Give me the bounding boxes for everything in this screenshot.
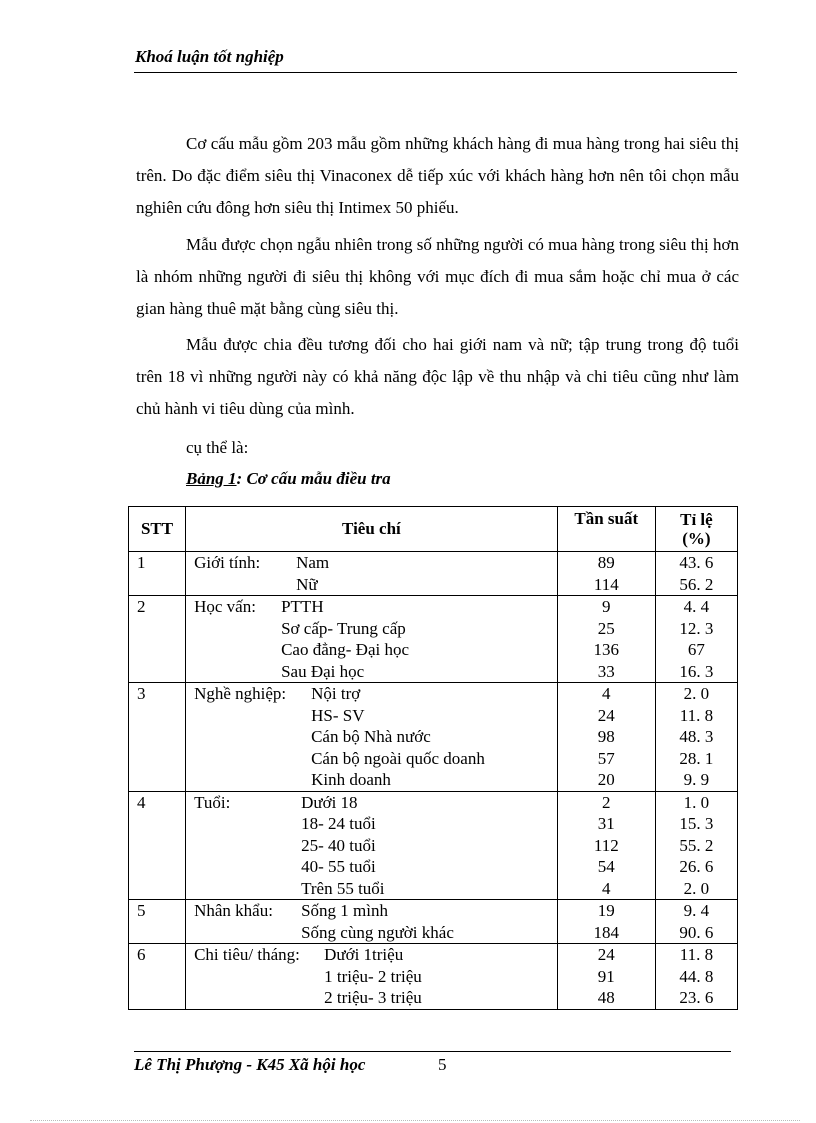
row-stt: 2: [129, 596, 186, 683]
item-frequency: 57: [597, 748, 615, 768]
item-frequency: 4: [602, 684, 611, 703]
row-stt: 5: [129, 900, 186, 944]
item-ratio: 4. 4: [683, 597, 710, 616]
item-name: Sau Đại học: [281, 661, 365, 681]
table-header-row: [129, 507, 738, 552]
item-ratio: 48. 3: [679, 727, 714, 746]
item-frequency: 54: [597, 857, 615, 876]
paragraph-2: Mẫu được chọn ngẫu nhiên trong số những người có mua hàng trong siêu thị hơn là nhóm những người đi siêu thị không với mục đích đi mua sắm hoặc chỉ mua ở các gian hàng thuê mặt bằng cùng siêu thị.: [136, 235, 739, 318]
row-frequency: [557, 683, 655, 792]
item-frequency: 114: [593, 574, 619, 594]
item-ratio: 16. 3: [679, 661, 714, 681]
row-frequency: [557, 791, 655, 900]
item-frequency: 98: [597, 727, 615, 746]
item-name: Sơ cấp- Trung cấp: [281, 618, 406, 638]
table-row: [129, 552, 738, 596]
header-criteria: Tiêu chí: [186, 507, 558, 552]
item-frequency: 184: [593, 922, 620, 942]
header-title: Khoá luận tốt nghiệp: [135, 47, 284, 66]
group-label: Nhân khẩu:: [194, 901, 273, 920]
item-ratio: 11. 8: [679, 945, 714, 964]
row-criteria: [186, 552, 558, 596]
row-ratio: [655, 552, 737, 596]
item-frequency: 136: [593, 640, 620, 659]
row-criteria: [186, 683, 558, 792]
item-ratio: 56. 2: [679, 574, 714, 594]
item-frequency: 31: [597, 814, 615, 833]
header-ratio-line2: (%): [682, 529, 711, 548]
item-frequency: 33: [597, 661, 615, 681]
item-name: Dưới 1triệu: [324, 945, 404, 964]
item-ratio: 15. 3: [679, 814, 714, 833]
item-frequency: 112: [593, 835, 619, 855]
item-ratio: 67: [687, 640, 705, 659]
row-stt: 3: [129, 683, 186, 792]
row-ratio: [655, 944, 737, 1010]
item-name: Trên 55 tuổi: [301, 878, 385, 898]
page-bottom-border: [30, 1120, 800, 1121]
footer-author: Lê Thị Phượng - K45 Xã hội học: [134, 1055, 366, 1074]
table-row: [129, 944, 738, 1010]
row-stt: 4: [129, 791, 186, 900]
item-name: 18- 24 tuổi: [301, 814, 376, 833]
item-name: Cao đẳng- Đại học: [281, 640, 410, 659]
row-stt: 1: [129, 552, 186, 596]
row-criteria: [186, 596, 558, 683]
item-ratio: 11. 8: [679, 705, 714, 725]
header-ratio: [655, 507, 737, 552]
item-name: Cán bộ Nhà nước: [311, 727, 431, 746]
row-frequency: [557, 552, 655, 596]
item-frequency: 89: [597, 553, 615, 572]
item-name: Nội trợ: [311, 684, 361, 703]
table-row: [129, 683, 738, 792]
item-ratio: 90. 6: [679, 922, 714, 942]
item-frequency: 24: [597, 945, 615, 964]
item-ratio: 12. 3: [679, 618, 714, 638]
item-ratio: 9. 9: [683, 770, 710, 789]
item-frequency: 24: [597, 705, 615, 725]
item-name: 1 triệu- 2 triệu: [324, 966, 422, 986]
table-caption: [186, 469, 391, 489]
row-ratio: [655, 791, 737, 900]
row-criteria: [186, 944, 558, 1010]
group-label: Học vấn:: [194, 597, 256, 616]
paragraph-3: Mẫu được chia đều tương đối cho hai giới nam và nữ; tập trung trong độ tuổi trên 18 vì những người này có khả năng độc lập về thu nhập và chi tiêu cũng như làm chủ hành vi tiêu dùng của mình.: [136, 335, 739, 418]
table-body: [129, 552, 738, 1010]
row-frequency: [557, 944, 655, 1010]
item-ratio: 55. 2: [679, 835, 714, 855]
item-ratio: 2. 0: [683, 878, 710, 898]
table-caption-text: : Cơ cấu mẫu điều tra: [236, 469, 391, 488]
item-frequency: 4: [602, 878, 611, 898]
group-label: Tuổi:: [194, 792, 231, 812]
header-rule: [134, 72, 737, 73]
item-ratio: 43. 6: [679, 553, 714, 572]
item-ratio: 2. 0: [683, 684, 710, 703]
item-ratio: 28. 1: [679, 748, 714, 768]
item-frequency: 20: [597, 770, 615, 789]
item-name: Nam: [296, 553, 330, 572]
row-frequency: [557, 900, 655, 944]
item-ratio: 1. 0: [683, 792, 710, 812]
table-row: [129, 791, 738, 900]
header-stt: STT: [129, 507, 186, 552]
item-name: 25- 40 tuổi: [301, 835, 376, 855]
item-name: Dưới 18: [301, 792, 358, 812]
item-ratio: 26. 6: [679, 857, 714, 876]
table-row: [129, 900, 738, 944]
page-number: 5: [438, 1055, 447, 1074]
row-criteria: [186, 900, 558, 944]
group-label: Giới tính:: [194, 553, 261, 572]
item-name: Sống 1 mình: [301, 901, 388, 920]
item-name: HS- SV: [311, 705, 365, 725]
item-ratio: 44. 8: [679, 966, 714, 986]
item-name: Cán bộ ngoài quốc doanh: [311, 748, 485, 768]
item-ratio: 23. 6: [679, 988, 714, 1007]
row-frequency: [557, 596, 655, 683]
table-caption-label: Bảng 1: [186, 469, 237, 488]
header-frequency: Tần suất: [557, 507, 655, 552]
item-frequency: 2: [602, 792, 611, 812]
item-name: Nữ: [296, 574, 318, 594]
table-row: [129, 596, 738, 683]
group-label: Chi tiêu/ tháng:: [194, 945, 300, 964]
item-frequency: 9: [602, 597, 611, 616]
row-ratio: [655, 683, 737, 792]
intro-line: cụ thể là:: [186, 438, 249, 457]
item-name: 2 triệu- 3 triệu: [324, 988, 422, 1007]
item-frequency: 48: [597, 988, 615, 1007]
item-name: PTTH: [281, 597, 324, 616]
paragraph-1: Cơ cấu mẫu gồm 203 mẫu gồm những khách hàng đi mua hàng trong hai siêu thị trên. Do đặc điểm siêu thị Vinaconex dễ tiếp xúc với khách hàng hơn nên tôi chọn mẫu nghiên cứu đông hơn siêu thị Intimex 50 phiếu.: [136, 134, 739, 217]
survey-table: [128, 506, 738, 1010]
group-label: Nghề nghiệp:: [194, 684, 287, 703]
item-ratio: 9. 4: [683, 901, 710, 920]
row-ratio: [655, 596, 737, 683]
item-frequency: 91: [597, 966, 615, 986]
row-stt: 6: [129, 944, 186, 1010]
item-frequency: 25: [597, 618, 615, 638]
row-ratio: [655, 900, 737, 944]
header-ratio-line1: Tỉ lệ: [680, 510, 713, 529]
item-frequency: 19: [597, 901, 615, 920]
item-name: Sống cùng người khác: [301, 922, 454, 942]
footer-rule: [134, 1051, 731, 1052]
item-name: 40- 55 tuổi: [301, 857, 376, 876]
item-name: Kinh doanh: [311, 770, 391, 789]
row-criteria: [186, 791, 558, 900]
